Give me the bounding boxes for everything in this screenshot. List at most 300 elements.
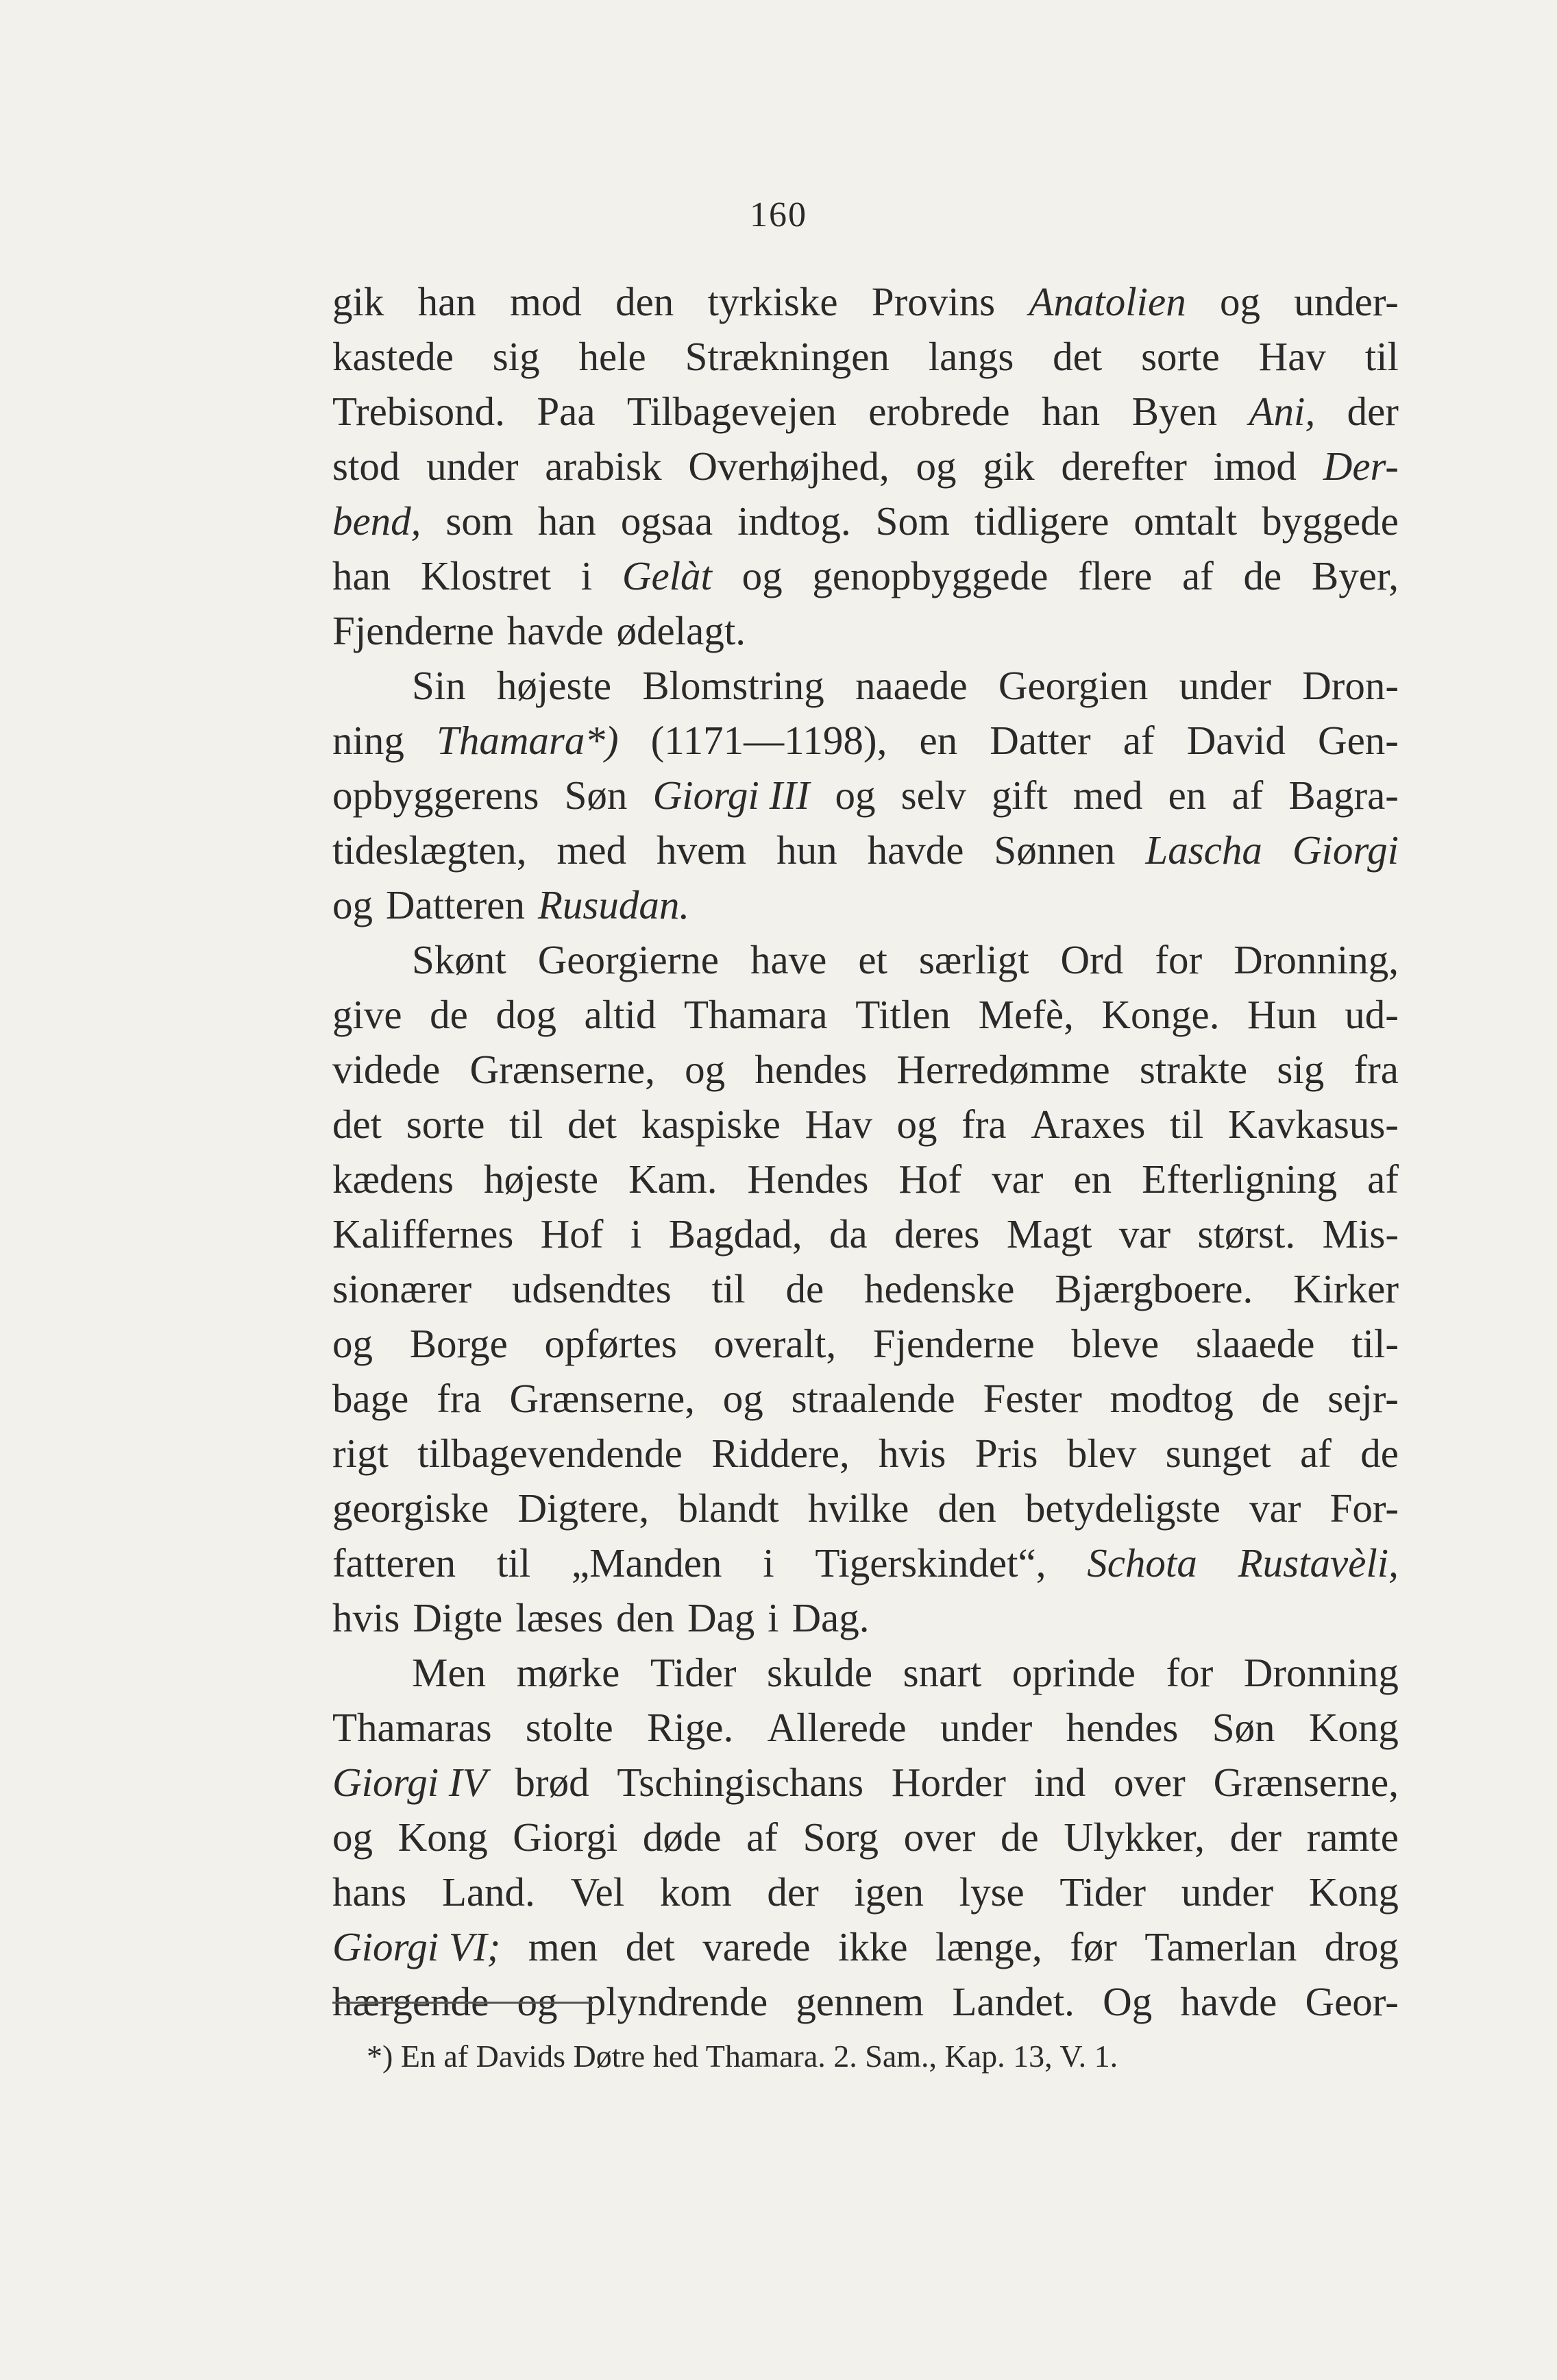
word: længe,: [935, 1924, 1042, 1969]
word: slaaede: [1195, 1321, 1315, 1366]
word: sunget: [1165, 1431, 1271, 1476]
text-line: [332, 603, 1399, 658]
word: og: [517, 1979, 558, 2024]
text-line: [332, 987, 1399, 1042]
word: Tilbagevejen: [626, 389, 837, 434]
word: det: [332, 1102, 382, 1147]
word: en: [919, 718, 958, 763]
word: havde: [1180, 1979, 1277, 2024]
italic-word: Thamara*): [437, 718, 619, 763]
word: have: [750, 937, 827, 982]
word: den: [615, 279, 674, 324]
word: altid: [584, 992, 657, 1037]
word: var: [1249, 1485, 1301, 1531]
text-line: [332, 1316, 1399, 1371]
word: under: [940, 1705, 1033, 1750]
word: hvem: [657, 827, 747, 873]
word: ramte: [1306, 1814, 1399, 1860]
text-line: [332, 1042, 1399, 1097]
word: Dron-: [1302, 663, 1399, 708]
word: Fjenderne: [332, 608, 494, 653]
word: sig: [492, 334, 540, 379]
word: deres: [894, 1211, 980, 1256]
word: (1171—1198),: [650, 718, 887, 763]
italic-word: bend,: [332, 498, 421, 544]
page-number: 160: [750, 195, 807, 234]
word: det: [567, 1102, 617, 1147]
text-line: [332, 1097, 1399, 1152]
word: Titlen: [855, 992, 951, 1037]
word: Fester: [983, 1376, 1082, 1421]
word: Giorgi: [513, 1814, 618, 1860]
word: Hof: [898, 1156, 962, 1202]
text-line: [332, 1426, 1399, 1481]
word: Rige.: [647, 1705, 734, 1750]
word: georgiske: [332, 1485, 489, 1531]
word: de: [1360, 1431, 1399, 1476]
word: sorte: [406, 1102, 485, 1147]
word: og: [332, 1814, 373, 1860]
word: mørke: [516, 1650, 620, 1695]
text-line: [332, 713, 1399, 768]
word: Sin: [412, 663, 466, 708]
word: Hendes: [747, 1156, 869, 1202]
word: stod: [332, 444, 400, 489]
word: under: [426, 444, 519, 489]
word: som: [445, 498, 513, 544]
word: Ulykker,: [1064, 1814, 1205, 1860]
word: Ord: [1060, 937, 1124, 982]
word: Hun: [1247, 992, 1317, 1037]
word: og: [685, 1047, 726, 1092]
word: en: [1073, 1156, 1112, 1202]
word: med: [1072, 773, 1143, 818]
word: erobrede: [868, 389, 1010, 434]
word: Araxes: [1031, 1102, 1146, 1147]
word: Men: [412, 1650, 487, 1695]
text-line: [332, 1810, 1399, 1865]
italic-word: Giorgi III: [652, 773, 810, 818]
word: Thamara: [683, 992, 828, 1037]
word: til: [496, 1540, 531, 1586]
italic-word: Giorgi VI;: [332, 1924, 501, 1969]
word: gennem: [796, 1979, 924, 2024]
word: hun: [776, 827, 837, 873]
word: hedenske: [863, 1266, 1015, 1311]
word: der: [767, 1869, 819, 1915]
word: fra: [961, 1102, 1007, 1147]
word: Byer,: [1311, 553, 1399, 598]
word: af: [1123, 718, 1155, 763]
word: Dag: [687, 1595, 755, 1640]
word: størst.: [1197, 1211, 1296, 1256]
word: han: [537, 498, 596, 544]
word: til-: [1351, 1321, 1399, 1366]
word: Kong: [397, 1814, 488, 1860]
word: bage: [332, 1376, 409, 1421]
text-line: [332, 1865, 1399, 1919]
word: ud-: [1345, 992, 1399, 1037]
word: der: [1347, 389, 1399, 434]
word: i: [768, 1595, 779, 1640]
word: Klostret: [420, 553, 551, 598]
word: straalende: [791, 1376, 955, 1421]
italic-word: Ani,: [1249, 389, 1316, 434]
word: Kong: [1308, 1869, 1399, 1915]
word: de: [1243, 553, 1282, 598]
word: døde: [642, 1814, 722, 1860]
word: hvilke: [807, 1485, 909, 1531]
word: før: [1070, 1924, 1117, 1969]
word: ning: [332, 718, 404, 763]
word: da: [829, 1211, 868, 1256]
word: sorte: [1141, 334, 1220, 379]
word: overalt,: [713, 1321, 837, 1366]
word: Borge: [409, 1321, 508, 1366]
word: tideslægten,: [332, 827, 527, 873]
word: med: [556, 827, 627, 873]
word: plyndrende: [585, 1979, 768, 2024]
word: Fjenderne: [872, 1321, 1035, 1366]
word: Tider: [1059, 1869, 1147, 1915]
word: det: [1053, 334, 1103, 379]
word: Trebisond.: [332, 389, 505, 434]
word: Hav: [805, 1102, 872, 1147]
word: Efterligning: [1142, 1156, 1338, 1202]
word: sionærer: [332, 1266, 472, 1311]
word: i: [630, 1211, 642, 1256]
word: hele: [578, 334, 646, 379]
word: hendes: [755, 1047, 868, 1092]
word: de: [1261, 1376, 1300, 1421]
word: Tider: [650, 1650, 737, 1695]
word: hans: [332, 1869, 407, 1915]
word: Kavkasus-: [1227, 1102, 1399, 1147]
word: Dag.: [792, 1595, 870, 1640]
word: Kong: [1308, 1705, 1399, 1750]
word: ødelagt.: [616, 608, 746, 653]
word: læses: [515, 1595, 604, 1640]
word: Vel: [570, 1869, 625, 1915]
word: flere: [1078, 553, 1153, 598]
word: Horder: [891, 1760, 1006, 1805]
word: arabisk: [545, 444, 662, 489]
word: ogsaa: [620, 498, 713, 544]
word: af: [746, 1814, 778, 1860]
word: hvis: [879, 1431, 946, 1476]
word: Overhøjhed,: [688, 444, 890, 489]
word: Provins: [871, 279, 996, 324]
word: byggede: [1262, 498, 1399, 544]
word: Sønnen: [994, 827, 1116, 873]
word: en: [1168, 773, 1207, 818]
word: Dronning: [1243, 1650, 1399, 1695]
word: mod: [510, 279, 582, 324]
word: blandt: [678, 1485, 779, 1531]
word: dog: [495, 992, 556, 1037]
text-line: [332, 1261, 1399, 1316]
text-line: [332, 1755, 1399, 1810]
italic-word: Giorgi: [1292, 827, 1399, 873]
footnote-rule: [332, 2002, 593, 2004]
word: Kaliffernes: [332, 1211, 514, 1256]
word: bleve: [1071, 1321, 1160, 1366]
word: gift: [991, 773, 1048, 818]
word: blev: [1066, 1431, 1137, 1476]
word: modtog: [1109, 1376, 1234, 1421]
word: sig: [1277, 1047, 1325, 1092]
italic-word: Lascha: [1145, 827, 1262, 873]
word: Datteren: [385, 882, 525, 927]
word: Hof: [540, 1211, 604, 1256]
text-line: [332, 932, 1399, 987]
word: gik: [332, 279, 384, 324]
italic-word: Rustavèli,: [1238, 1540, 1399, 1586]
footnote: *) En af Davids Døtre hed Thamara. 2. Sam., Kap. 13, V. 1.: [367, 2039, 1118, 2074]
word: udsendtes: [511, 1266, 672, 1311]
word: hærgende: [332, 1979, 489, 2024]
word: „Manden: [571, 1540, 722, 1586]
word: David: [1186, 718, 1286, 763]
word: Skønt: [412, 937, 506, 982]
word: til: [1170, 1102, 1204, 1147]
text-line: [332, 1919, 1399, 1974]
word: og: [896, 1102, 937, 1147]
word: Dronning,: [1234, 937, 1399, 982]
text-line: [332, 1481, 1399, 1535]
word: varede: [702, 1924, 811, 1969]
word: til: [711, 1266, 746, 1311]
word: Grænserne,: [509, 1376, 695, 1421]
word: tilbagevendende: [417, 1431, 683, 1476]
word: Mefè,: [978, 992, 1074, 1037]
word: tyrkiske: [707, 279, 838, 324]
word: og: [741, 553, 783, 598]
word: Som: [875, 498, 950, 544]
word: over: [903, 1814, 976, 1860]
word: indtog.: [737, 498, 851, 544]
word: han: [332, 553, 391, 598]
word: for: [1166, 1650, 1214, 1695]
word: fra: [437, 1376, 482, 1421]
word: hendes: [1066, 1705, 1179, 1750]
word: han: [1041, 389, 1101, 434]
word: opbyggerens: [332, 773, 539, 818]
text-line: [332, 658, 1399, 713]
word: Pris: [974, 1431, 1038, 1476]
word: Søn: [1212, 1705, 1275, 1750]
word: lyse: [959, 1869, 1025, 1915]
text-line: [332, 1206, 1399, 1261]
text-line: [332, 439, 1399, 494]
word: kædens: [332, 1156, 454, 1202]
word: Georgierne: [537, 937, 719, 982]
word: stolte: [525, 1705, 613, 1750]
word: et: [858, 937, 887, 982]
word: højeste: [483, 1156, 599, 1202]
text-line: [332, 1590, 1399, 1645]
word: genopbyggede: [812, 553, 1049, 598]
word: Paa: [537, 389, 596, 434]
word: men: [528, 1924, 598, 1969]
word: Geor-: [1305, 1979, 1399, 2024]
italic-word: Gelàt: [622, 553, 712, 598]
word: og: [722, 1376, 763, 1421]
word: Hav: [1258, 334, 1326, 379]
word: over: [1113, 1760, 1186, 1805]
text-line: [332, 548, 1399, 603]
word: Tschingischans: [617, 1760, 864, 1805]
word: ikke: [837, 1924, 908, 1969]
text-line: [332, 1645, 1399, 1700]
word: naaede: [855, 663, 968, 708]
text-line: [332, 1152, 1399, 1206]
word: Konge.: [1101, 992, 1220, 1037]
word: igen: [854, 1869, 924, 1915]
word: til: [509, 1102, 543, 1147]
word: Land.: [441, 1869, 535, 1915]
word: særligt: [918, 937, 1029, 982]
word: omtalt: [1133, 498, 1238, 544]
word: Datter: [990, 718, 1091, 763]
word: han: [417, 279, 476, 324]
word: fatteren: [332, 1540, 456, 1586]
word: give: [332, 992, 402, 1037]
text-line: [332, 274, 1399, 329]
italic-word: Rusudan.: [537, 882, 690, 927]
word: imod: [1213, 444, 1297, 489]
word: tidligere: [974, 498, 1109, 544]
italic-word: Giorgi IV: [332, 1760, 487, 1805]
word: Gen-: [1318, 718, 1399, 763]
word: for: [1155, 937, 1203, 982]
word: og: [916, 444, 957, 489]
word: det: [625, 1924, 675, 1969]
body-text: [332, 274, 1399, 2029]
word: Blomstring: [642, 663, 824, 708]
word: Mis-: [1322, 1211, 1399, 1256]
word: drog: [1324, 1924, 1399, 1969]
text-line: [332, 1371, 1399, 1426]
word: skulde: [767, 1650, 873, 1695]
text-line: [332, 494, 1399, 548]
word: For-: [1329, 1485, 1399, 1531]
word: sejr-: [1327, 1376, 1399, 1421]
word: Tigerskindet“,: [815, 1540, 1046, 1586]
word: og: [835, 773, 876, 818]
word: de: [1001, 1814, 1039, 1860]
word: Riddere,: [711, 1431, 850, 1476]
word: Digte: [413, 1595, 503, 1640]
word: Tamerlan: [1144, 1924, 1297, 1969]
word: højeste: [496, 663, 612, 708]
word: de: [430, 992, 468, 1037]
word: den: [937, 1485, 996, 1531]
word: gik: [983, 444, 1035, 489]
word: var: [992, 1156, 1044, 1202]
word: af: [1367, 1156, 1399, 1202]
word: de: [785, 1266, 824, 1311]
word: brød: [515, 1760, 589, 1805]
text-line: [332, 768, 1399, 823]
word: selv: [900, 773, 966, 818]
word: i: [580, 553, 593, 598]
italic-word: Schota: [1087, 1540, 1197, 1586]
word: til: [1364, 334, 1399, 379]
word: Landet.: [952, 1979, 1075, 2024]
word: og: [1219, 279, 1260, 324]
word: snart: [903, 1650, 982, 1695]
word: Bjærgboere.: [1055, 1266, 1253, 1311]
word: Georgien: [998, 663, 1149, 708]
italic-word: Anatolien: [1029, 279, 1186, 324]
word: Magt: [1006, 1211, 1092, 1256]
word: Bagra-: [1288, 773, 1399, 818]
word: langs: [928, 334, 1014, 379]
word: Sorg: [802, 1814, 879, 1860]
word: Herredømme: [896, 1047, 1110, 1092]
word: kastede: [332, 334, 454, 379]
word: videde: [332, 1047, 441, 1092]
word: den: [615, 1595, 675, 1640]
word: kom: [659, 1869, 732, 1915]
word: havde: [867, 827, 964, 873]
word: i: [763, 1540, 774, 1586]
word: Strækningen: [685, 334, 890, 379]
word: Og: [1103, 1979, 1153, 2024]
word: og: [332, 882, 373, 927]
word: Kam.: [628, 1156, 718, 1202]
word: kaspiske: [641, 1102, 781, 1147]
word: opførtes: [544, 1321, 677, 1366]
word: hvis: [332, 1595, 400, 1640]
word: Allerede: [767, 1705, 907, 1750]
text-line: [332, 329, 1399, 384]
word: oprinde: [1012, 1650, 1136, 1695]
word: fra: [1353, 1047, 1399, 1092]
word: havde: [506, 608, 604, 653]
word: betydeligste: [1025, 1485, 1221, 1531]
word: Bagdad,: [668, 1211, 802, 1256]
word: under: [1179, 663, 1271, 708]
text-line: [332, 384, 1399, 439]
italic-word: Der-: [1323, 444, 1399, 489]
word: strakte: [1139, 1047, 1248, 1092]
word: Kirker: [1293, 1266, 1399, 1311]
text-line: [332, 1535, 1399, 1590]
word: af: [1231, 773, 1264, 818]
word: der: [1229, 1814, 1282, 1860]
word: under-: [1294, 279, 1399, 324]
word: Grænserne,: [1213, 1760, 1399, 1805]
word: rigt: [332, 1431, 389, 1476]
word: under: [1181, 1869, 1274, 1915]
word: af: [1300, 1431, 1332, 1476]
word: Digtere,: [517, 1485, 650, 1531]
word: af: [1181, 553, 1214, 598]
word: derefter: [1061, 444, 1187, 489]
text-line: [332, 877, 1399, 932]
text-line: [332, 1700, 1399, 1755]
word: ind: [1033, 1760, 1086, 1805]
word: var: [1118, 1211, 1171, 1256]
word: og: [332, 1321, 373, 1366]
word: Søn: [564, 773, 628, 818]
word: Byen: [1131, 389, 1218, 434]
word: Thamaras: [332, 1705, 492, 1750]
text-line: [332, 823, 1399, 877]
word: Grænserne,: [469, 1047, 655, 1092]
